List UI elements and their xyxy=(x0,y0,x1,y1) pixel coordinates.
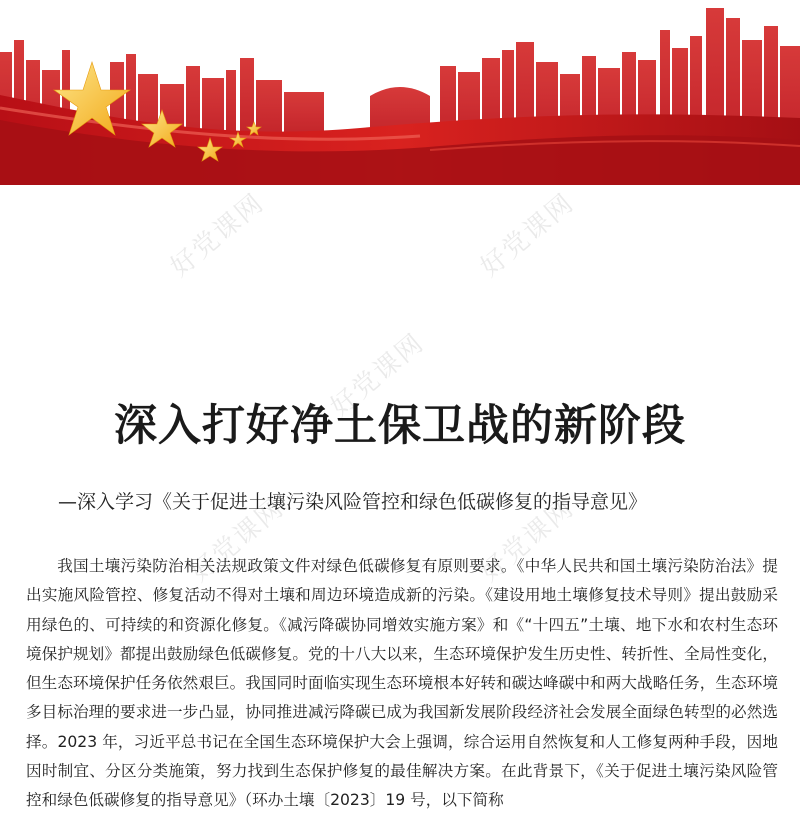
watermark-3: 好党课网 xyxy=(325,327,431,423)
watermark-5: 好党课网 xyxy=(475,492,581,588)
watermark-2: 好党课网 xyxy=(475,187,581,283)
watermark-4: 好党课网 xyxy=(185,492,291,588)
watermark-1: 好党课网 xyxy=(165,187,271,283)
header-banner xyxy=(0,0,800,185)
document-subtitle: —深入学习《关于促进土壤污染风险管控和绿色低碳修复的指导意见》 xyxy=(58,491,648,513)
document-title: 深入打好净土保卫战的新阶段 xyxy=(114,401,686,451)
city-skyline xyxy=(0,8,800,132)
body-paragraph: 我国土壤污染防治相关法规政策文件对绿色低碳修复有原则要求。《中华人民共和国土壤污染防治法》提出实施风险管控、修复活动不得对土壤和周边环境造成新的污染。《建设用地土壤修复技术导则》提出鼓励采用绿色的、可持续的和资源化修复。《减污降碳协同增效实施方案》和《“十四五”土壤、地下水和农村生态环境保护规划》都提出鼓励绿色低碳修复。党的十八大以来，生态环境保护发生历史性、转折性、全局性变化，但生态环境保护任务依然艰巨。我国同时面临实现生态环境根本好转和碳达峰碳中和两大战略任务，生态环境多目标治理的要求进一步凸显，协同推进减污降碳已成为我国新发展阶段经济社会发展全面绿色转型的必然选择。2023 年，习近平总书记在全国生态环境保护大会上强调，综合运用自然恢复和人工修复两种手段，因地因时制宜、分区分类施策，努力找到生态保护修复的最佳解决方案。在此背景下，《关于促进土壤污染风险管控和绿色低碳修复的指导意见》（环办土壤〔2023〕19 号，以下简称 xyxy=(26,557,778,810)
